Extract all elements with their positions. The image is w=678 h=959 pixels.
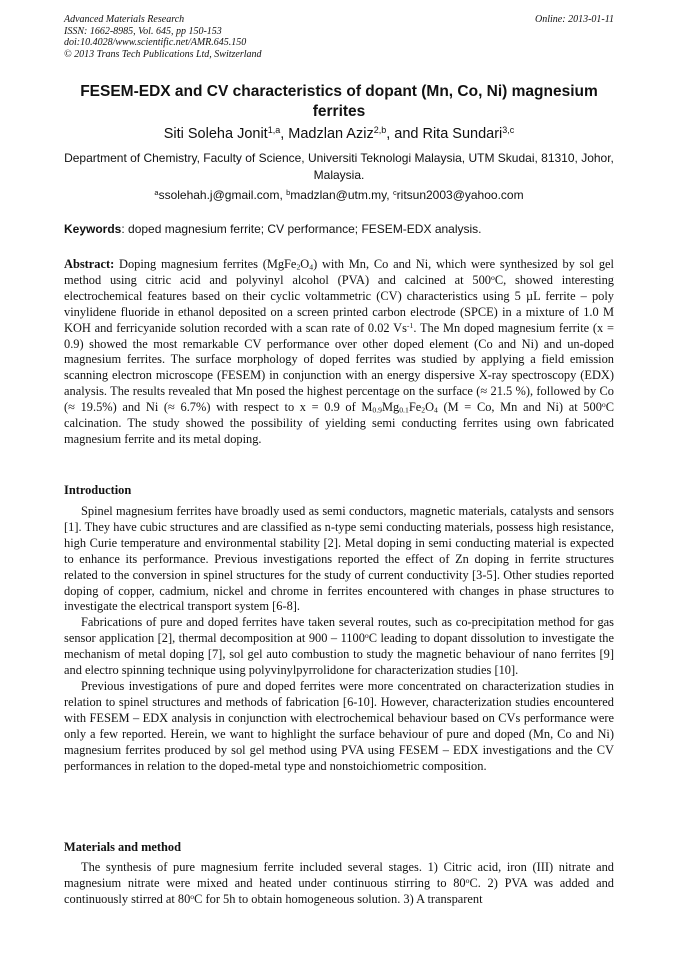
author-name: Siti Soleha Jonit xyxy=(163,126,268,142)
paragraph-text: C leading to dopant dissolution to investigate the mechanism of metal doping [7], sol gel auto combustion to study the magnetic behaviour of nano ferrites [9] and electro spinning technique using polyvinylpyrrolidone for characterization studies [10]. xyxy=(64,631,615,678)
issn-line: ISSN: 1662-8985, Vol. 645, pp 150-153 xyxy=(64,25,222,37)
keywords xyxy=(64,222,482,236)
paragraph-text: Fabrications of pure and doped ferrites have taken several routes, such as co-precipitation method for gas sensor application [2], thermal decomposition at 900 – 1100 xyxy=(64,615,614,646)
paragraph-text: C for 5h to obtain homogeneous solution. 3) A transparent xyxy=(194,891,483,906)
email-link[interactable]: ssolehah.j@gmail.com, xyxy=(158,188,287,202)
email-mark: a xyxy=(154,187,159,197)
author-emails xyxy=(60,187,618,203)
email-link[interactable]: ritsun2003@yahoo.com xyxy=(396,188,524,202)
abstract xyxy=(64,257,614,448)
paragraph xyxy=(64,860,614,908)
paragraph: Spinel magnesium ferrites have broadly used as semi conductors, magnetic materials, catalysts and sensors [1]. They have cubic structures and are classified as n-type semi conducting materials, possess high resistance, high Curie temperature and environmental stability [2]. Metal doping in semi conducting material is expected to enhance its performance. Previous investigations reported the effect of Zn doping in ferrite structures related to the conversion in spinel structures for the study of current conductivity [3-5]. Other studies reported doping of copper, cadmium, nickel and chrome in ferrites encountered with changes in phase structures to investigate the electrical transport system [6-8]. xyxy=(64,504,614,614)
abstract-label: Abstract: xyxy=(64,257,115,271)
author-affil-mark: 1,a xyxy=(267,125,281,136)
abstract-text: O xyxy=(425,400,435,415)
abstract-text: Mg xyxy=(382,400,400,415)
author-affil-mark: 3,c xyxy=(502,125,515,136)
abstract-text: (M = Co, Mn and Ni) at 500 xyxy=(437,400,602,415)
introduction-body xyxy=(64,504,614,774)
abstract-text: Doping magnesium ferrites (MgFe xyxy=(114,257,297,271)
paper-title: FESEM-EDX and CV characteristics of dopant (Mn, Co, Ni) magnesium ferrites xyxy=(80,83,598,120)
author-separator: , and xyxy=(386,126,423,142)
subscript: 0.9 xyxy=(372,405,382,415)
paragraph-text: The synthesis of pure magnesium ferrite included several stages. 1) Citric acid, iron (III) nitrate and magnesium nitrate were mixed and heated under continuous stirring to 80 xyxy=(64,860,614,890)
materials-body xyxy=(64,860,614,908)
online-date: Online: 2013-01-11 xyxy=(535,14,614,25)
abstract-text: C calcination. The study showed the possibility of yielding semi conducting ferrites using own fabricated magnesium ferrite and its metal doping. xyxy=(64,400,614,446)
paragraph-text: C. 2) PVA was added and continuously stirred at 80 xyxy=(64,875,614,906)
superscript: o xyxy=(364,631,369,641)
superscript: o xyxy=(601,399,606,409)
superscript: o xyxy=(491,272,495,282)
doi-line: doi:10.4028/www.scientific.net/AMR.645.150 xyxy=(64,37,247,48)
email-mark: c xyxy=(392,187,397,197)
journal-header xyxy=(64,14,262,60)
superscript: o xyxy=(190,891,195,901)
subscript: 2 xyxy=(296,262,301,272)
keywords-text: : doped magnesium ferrite; CV performance; FESEM-EDX analysis. xyxy=(121,222,482,236)
paragraph xyxy=(64,615,614,679)
abstract-text: Fe xyxy=(408,400,422,415)
section-heading-introduction: Introduction xyxy=(64,483,132,497)
keywords-label: Keywords xyxy=(64,222,122,236)
abstract-text: C, showed interesting electrochemical features based on their cyclic voltammetric (CV) characteristics using 5 µL ferrite – poly vinylidene fluoride in ethanol deposited on a screen printed carbon electrode (SPCE) in a mixture of 1.0 M KOH and ferricyanide solution recorded with a scan rate of 0.02 Vs xyxy=(64,272,614,335)
author-separator: , xyxy=(280,126,289,142)
email-link[interactable]: madzlan@utm.my, xyxy=(290,188,393,202)
subscript: 4 xyxy=(434,405,438,415)
email-mark: b xyxy=(286,187,291,197)
subscript: 0.1 xyxy=(399,405,409,415)
author-name: Madzlan Aziz xyxy=(288,126,374,142)
paragraph: Previous investigations of pure and doped ferrites were more concentrated on characterization studies in relation to spinel structures and methods of fabrication [6-10]. However, characterization studies encountered with FESEM – EDX analysis in conjunction with electrochemical behaviour based on CVs performance were only a few reported. Herein, we want to highlight the surface behaviour of pure and doped (Mn, Co and Ni) magnesium ferrites produced by sol gel method using PVA using FESEM – EDX investigations and the CV performances in relation to the doped-metal type and nonstoichiometric composition. xyxy=(64,678,614,773)
author-list xyxy=(60,125,618,143)
subscript: 4 xyxy=(309,262,314,272)
author-affil-mark: 2,b xyxy=(373,125,387,136)
subscript: 2 xyxy=(421,405,426,415)
abstract-text: O xyxy=(300,257,310,271)
copyright-line: © 2013 Trans Tech Publications Ltd, Switzerland xyxy=(64,48,262,60)
superscript: -1 xyxy=(406,320,414,330)
abstract-text: . The Mn doped magnesium ferrite (x = 0.9) showed the most remarkable CV performance over other doped element (Co and Ni) and un-doped magnesium ferrites. The surface morphology of doped ferrites was studied by applying a field emission scanning electron microscope (FESEM) in conjunction with an energy dispersive X-ray spectroscopy (EDX) analysis. The results revealed that Mn posed the highest percentage on the surface (≈ 21.5 %), followed by Co (≈ 19.5%) and Ni (≈ 6.7%) with respect to x = 0.9 of M xyxy=(64,320,615,415)
author-name: Rita Sundari xyxy=(422,126,503,142)
section-heading-materials: Materials and method xyxy=(64,840,182,854)
affiliation: Department of Chemistry, Faculty of Science, Universiti Teknologi Malaysia, UTM Skudai, 81310, Johor, Malaysia. xyxy=(64,151,614,182)
abstract-text: ) with Mn, Co and Ni, which were synthesized by sol gel method using citric acid and polyvinyl alcohol (PVA) and calcined at 500 xyxy=(64,257,614,287)
journal-name: Advanced Materials Research xyxy=(64,14,185,25)
superscript: o xyxy=(465,875,470,885)
